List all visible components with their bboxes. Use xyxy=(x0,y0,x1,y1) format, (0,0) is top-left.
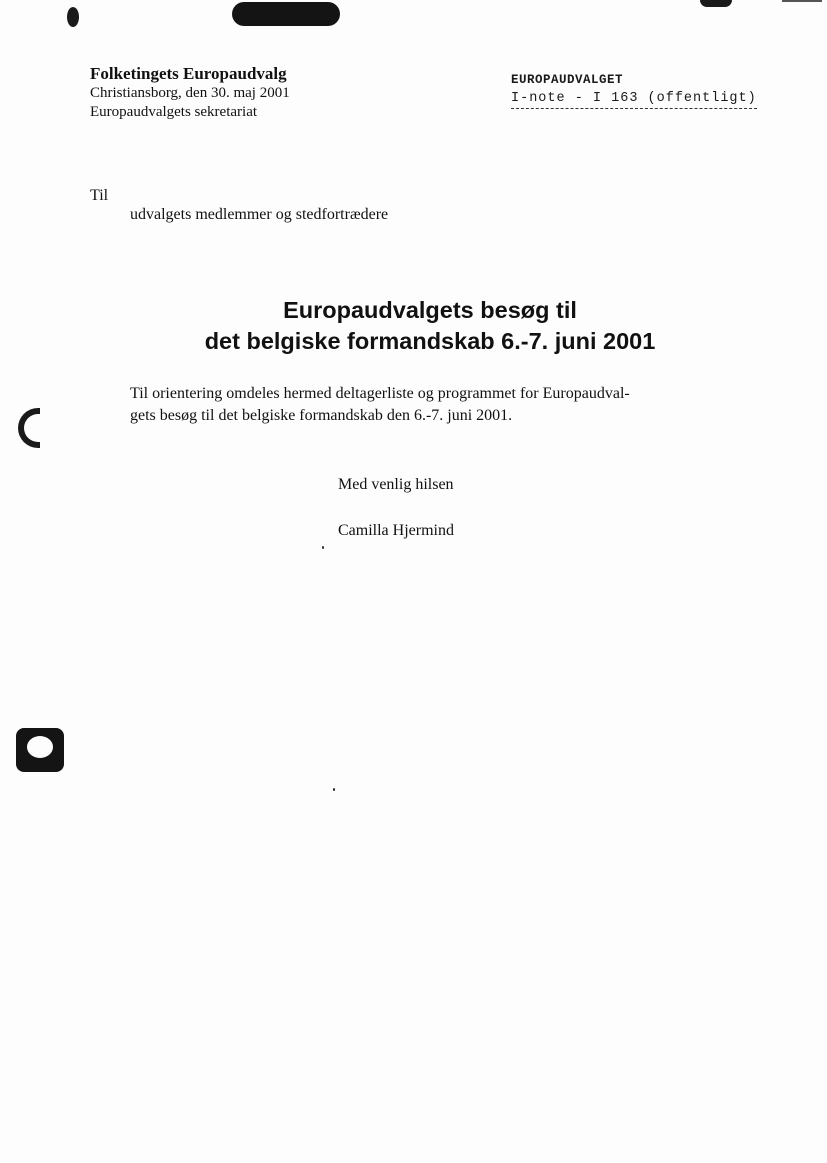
body-line-1: Til orientering omdeles hermed deltagerliste og programmet for Europaudval- xyxy=(130,385,630,402)
scan-line-top-right xyxy=(782,0,822,2)
title-line-2: det belgiske formandskab 6.-7. juni 2001 xyxy=(204,328,656,354)
scan-blot-top-right xyxy=(700,0,732,7)
signer-name: Camilla Hjermind xyxy=(338,522,454,539)
scan-speck xyxy=(322,546,324,549)
recipients-text: udvalgets medlemmer og stedfortrædere xyxy=(130,206,389,223)
scan-blot-top-left xyxy=(67,7,79,27)
letterhead xyxy=(90,64,420,122)
stamp-note-reference: I-note - I 163 (offentligt) xyxy=(511,91,757,109)
department: Europaudvalgets sekretariat xyxy=(90,104,258,120)
organization-name: Folketingets Europaudvalg xyxy=(90,64,287,83)
stamp-title: EUROPAUDVALGET xyxy=(511,73,624,87)
body-line-2: gets besøg til det belgiske formandskab den 6.-7. juni 2001. xyxy=(130,407,513,424)
reference-stamp xyxy=(511,73,811,109)
recipients-label: Til xyxy=(90,187,109,204)
body-paragraph xyxy=(130,383,730,427)
title-line-1: Europaudvalgets besøg til xyxy=(283,297,577,323)
document-title xyxy=(90,295,770,357)
closing-greeting: Med venlig hilsen xyxy=(338,476,454,493)
scan-speck xyxy=(333,788,335,791)
punch-hole-upper xyxy=(18,408,46,456)
redaction-bar xyxy=(232,2,340,26)
place-date: Christiansborg, den 30. maj 2001 xyxy=(90,85,290,101)
punch-hole-lower xyxy=(16,728,64,772)
